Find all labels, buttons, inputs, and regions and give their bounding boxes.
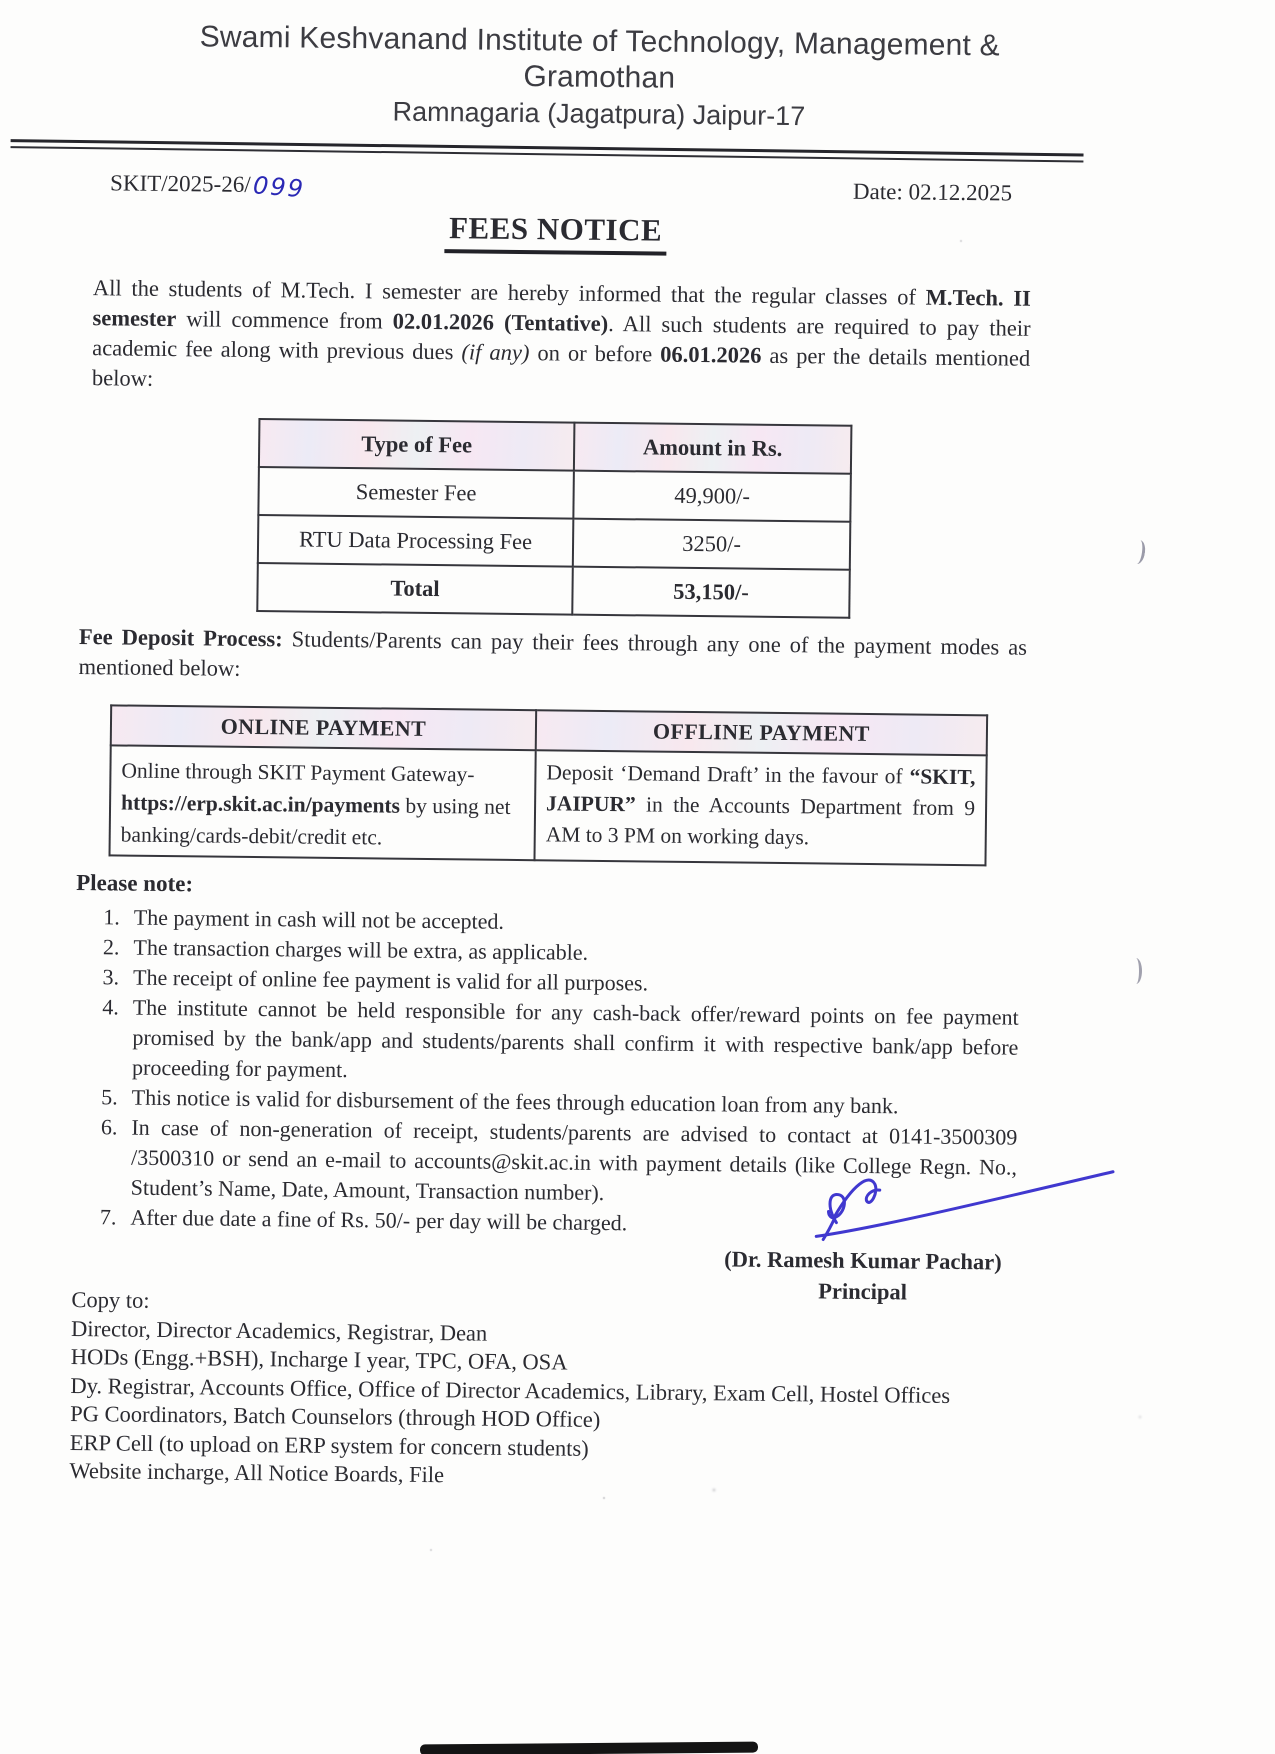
intro-bold-due-date: 06.01.2026 xyxy=(660,341,762,368)
table-row-rtu-fee xyxy=(258,515,851,570)
institute-address: Ramnagaria (Jagatpura) Jaipur-17 xyxy=(392,96,806,132)
online-payment-header: ONLINE PAYMENT xyxy=(111,705,536,750)
copy-to-line: Website incharge, All Notice Boards, File xyxy=(69,1457,445,1488)
intro-text: All the students of M.Tech. I semester are hereby informed that the regular classes of xyxy=(92,275,926,310)
table-row-semester-fee xyxy=(258,467,851,522)
ref-date-row xyxy=(80,168,1032,207)
fee-type-cell: RTU Data Processing Fee xyxy=(258,515,574,567)
offline-payment-text: in the Accounts Department from 9 AM to 3 PM on working days. xyxy=(545,792,976,850)
fee-table-header-row xyxy=(259,419,852,474)
handwritten-ref-number: 099 xyxy=(251,171,306,204)
payment-table-body-row xyxy=(110,745,987,865)
signatory-name: (Dr. Ramesh Kumar Pachar) xyxy=(724,1246,1002,1275)
fee-type-cell-total: Total xyxy=(257,563,573,615)
scan-artifact-speckles xyxy=(0,0,2,2)
list-item-number: 5. xyxy=(101,1084,118,1110)
payment-gateway-url: https://erp.skit.ac.in/payments xyxy=(120,790,401,818)
dd-payee-name: “SKIT, JAIPUR” xyxy=(545,764,976,817)
online-payment-text: Online through SKIT Payment Gateway- xyxy=(121,758,475,787)
online-payment-cell xyxy=(110,745,536,860)
list-item-text: The receipt of online fee payment is valid for all purposes. xyxy=(132,964,649,996)
intro-text: will commence from xyxy=(176,306,393,334)
fee-deposit-paragraph xyxy=(74,621,1027,692)
list-item xyxy=(70,992,1023,1093)
scan-artifact-right-edge xyxy=(1130,539,1146,565)
copy-to-line: ERP Cell (to upload on ERP system for concern students) xyxy=(69,1429,589,1461)
copy-to-block xyxy=(69,1286,951,1495)
scan-artifact-right-edge xyxy=(1130,958,1142,984)
payment-modes-table xyxy=(108,704,988,866)
list-item-text: The institute cannot be held responsible for any cash-back offer/reward points on fee payment promised by the bank/app and students/parents shall confirm it with respective bank/app before proceeding for payment. xyxy=(131,994,1019,1083)
scan-artifact-bottom-edge xyxy=(420,1742,758,1754)
intro-text: as per the details mentioned below: xyxy=(91,342,1031,391)
offline-payment-header: OFFLINE PAYMENT xyxy=(536,710,987,755)
copy-to-heading: Copy to: xyxy=(71,1286,150,1313)
table-row-total xyxy=(257,563,850,618)
intro-italic-if-any: (if any) xyxy=(461,339,530,366)
title-wrap xyxy=(79,206,1031,260)
online-payment-text: by using net banking/cards-debit/credit etc. xyxy=(120,793,511,850)
intro-bold-commence-date: 02.01.2026 (Tentative) xyxy=(392,308,609,336)
copy-to-line: Director, Director Academics, Registrar, Dean xyxy=(70,1315,488,1346)
institute-name: Swami Keshvanand Institute of Technology, Management & Gramothan xyxy=(199,20,1001,95)
intro-paragraph xyxy=(78,273,1031,404)
list-item-number: 6. xyxy=(100,1114,118,1140)
reference-number xyxy=(109,168,306,204)
signatory-designation: Principal xyxy=(818,1278,908,1305)
principal-signature-ink xyxy=(810,1154,1121,1246)
fee-amount-cell: 49,900/- xyxy=(573,470,851,521)
list-item-text: After due date a fine of Rs. 50/- per day will be charged. xyxy=(130,1204,628,1236)
list-item-text: The transaction charges will be extra, as applicable. xyxy=(133,934,589,965)
list-item-text: In case of non-generation of receipt, students/parents are advised to contact at 0141-3500309 /3500310 or send an e-mail to accounts@skit.ac.in with payment details (like College Regn. No., Student’s Name, Date, Amount, Transaction number). xyxy=(130,1114,1018,1205)
offline-payment-text: Deposit ‘Demand Draft’ in the favour of xyxy=(546,760,910,789)
intro-bold-semester: M.Tech. II semester xyxy=(92,284,1032,332)
list-item-number: 4. xyxy=(102,994,119,1020)
header-divider xyxy=(11,139,1084,162)
fee-amount-cell-total: 53,150/- xyxy=(572,566,850,617)
institute-header xyxy=(165,19,1034,136)
please-note-heading: Please note: xyxy=(76,869,194,897)
intro-text: on or before xyxy=(529,340,661,367)
fee-deposit-label: Fee Deposit Process: xyxy=(78,623,283,651)
list-item-number: 2. xyxy=(102,934,120,960)
fee-table xyxy=(256,418,852,619)
list-item-number: 7. xyxy=(99,1204,117,1230)
fee-deposit-text: Students/Parents can pay their fees through any one of the payment modes as mentioned below: xyxy=(78,625,1028,681)
copy-to-line: HODs (Engg.+BSH), Incharge I year, TPC, OFA, OSA xyxy=(70,1343,568,1375)
document-content xyxy=(68,18,1034,1488)
list-item-number: 3. xyxy=(102,964,120,990)
reference-prefix: SKIT/2025-26/ xyxy=(109,170,251,197)
list-item-text: The payment in cash will not be accepted. xyxy=(133,904,505,934)
page-title: FEES NOTICE xyxy=(445,210,667,256)
fee-table-header-type: Type of Fee xyxy=(259,419,575,471)
offline-payment-cell xyxy=(534,750,986,865)
list-item-text: This notice is valid for disbursement of the fees through education loan from any bank. xyxy=(131,1084,899,1119)
copy-to-line: PG Coordinators, Batch Counselors (through HOD Office) xyxy=(70,1400,601,1432)
fee-table-header-amount: Amount in Rs. xyxy=(574,422,852,473)
copy-to-line: Dy. Registrar, Accounts Office, Office of Director Academics, Library, Exam Cell, Hostel Offices xyxy=(70,1372,951,1408)
fee-amount-cell: 3250/- xyxy=(573,518,851,569)
fee-type-cell: Semester Fee xyxy=(258,467,574,519)
list-item-number: 1. xyxy=(103,904,120,930)
notice-date: Date: 02.12.2025 xyxy=(852,178,1013,206)
intro-text: . All such students are required to pay their academic fee along with previous dues xyxy=(92,310,1031,365)
